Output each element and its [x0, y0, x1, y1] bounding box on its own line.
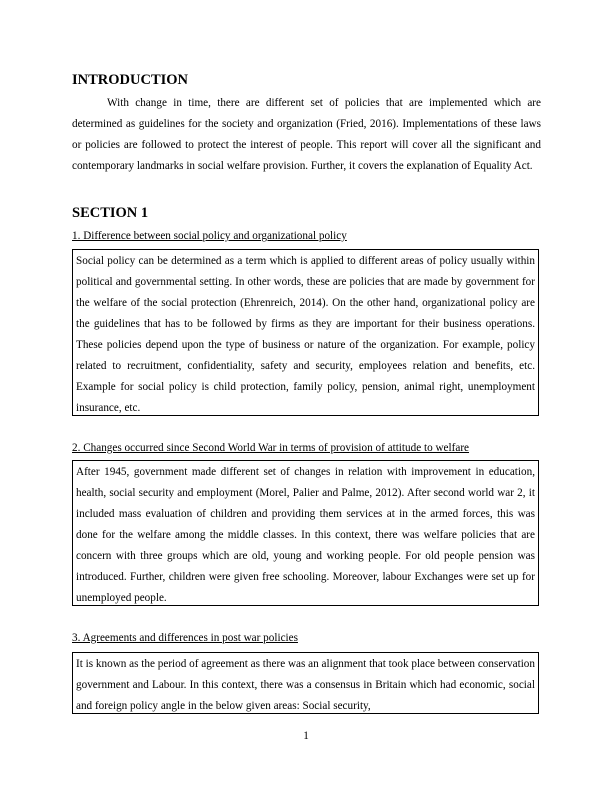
subsection-1-box	[72, 249, 539, 416]
subsection-2-box	[72, 460, 539, 606]
introduction-paragraph: With change in time, there are different set of policies that are implemented which are determined as guidelines for the society and organization (Fried, 2016). Implementations of these laws or policies are followed to protect the interest of people. This report will cover all the significant and contemporary landmarks in social welfare provision. Further, it covers the explanation of Equality Act.	[72, 97, 541, 172]
subsection-1-body: Social policy can be determined as a term which is applied to different areas of policy usually within political and governmental setting. In other words, these are policies that are made by government for the welfare of the social protection (Ehrenreich, 2014). On the other hand, organizational policy are the guidelines that has to be followed by firms as they are important for their business operations. These policies depend upon the type of business or nature of the organization. For example, policy related to recruitment, confidentiality, safety and security, employees relation and benefits, etc. Example for social policy is child protection, family policy, pension, animal right, unemployment insurance, etc.	[76, 255, 535, 414]
subsection-2-body: After 1945, government made different set of changes in relation with improvement in education, health, social security and employment (Morel, Palier and Palme, 2012). After second world war 2, it included mass evaluation of children and providing them services at in the armed forces, this was done for the welfare among the middle classes. In this context, there was welfare policies that are concern with three groups which are old, young and working people. For old people pension was introduced. Further, children were given free schooling. Moreover, labour Exchanges were set up for unemployed people.	[76, 466, 535, 604]
subsection-3-title: 3. Agreements and differences in post war policies	[72, 632, 298, 644]
subsection-1-title: 1. Difference between social policy and organizational policy	[72, 230, 347, 242]
page-number: 1	[303, 730, 309, 742]
subsection-3-body: It is known as the period of agreement as there was an alignment that took place between conservation government and Labour. In this context, there was a consensus in Britain which had economic, social and foreign policy angle in the below given areas: Social security,	[76, 658, 535, 712]
section-1-heading: SECTION 1	[72, 205, 149, 221]
introduction-heading: INTRODUCTION	[72, 72, 189, 88]
subsection-2-title: 2. Changes occurred since Second World War in terms of provision of attitude to welfare	[72, 442, 470, 454]
subsection-3-box	[72, 652, 539, 714]
